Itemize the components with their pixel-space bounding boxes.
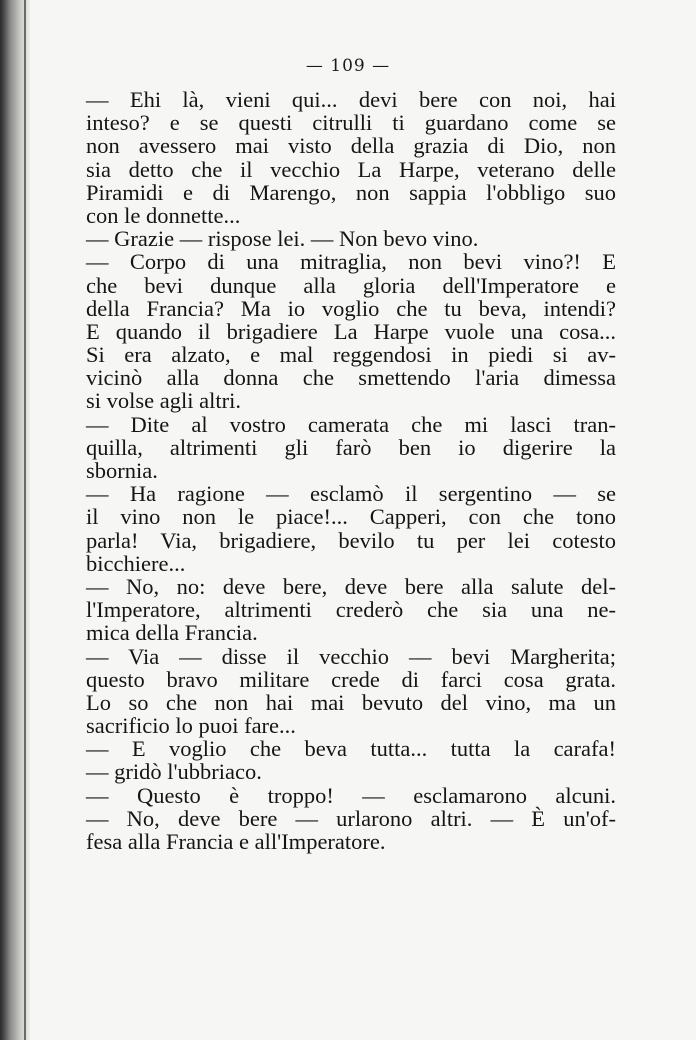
text-line: — No, no: deve bere, deve bere alla salute del- bbox=[86, 573, 616, 599]
text-line: che bevi dunque alla gloria dell'Imperatore e bbox=[86, 272, 616, 298]
text-line: — Via — disse il vecchio — bevi Margherita; bbox=[86, 643, 616, 669]
text-line: — Ehi là, vieni qui... devi bere con noi, hai bbox=[86, 87, 616, 112]
text-line: — Corpo di una mitraglia, non bevi vino?! E bbox=[86, 249, 616, 275]
text-line: bicchiere... bbox=[86, 550, 186, 576]
text-line: questo bravo militare crede di farci cosa grata. bbox=[86, 666, 616, 692]
text-line: — E voglio che beva tutta... tutta la carafa! bbox=[86, 736, 616, 762]
text-line: — Ha ragione — esclamò il sergentino — se bbox=[86, 481, 616, 507]
text-line: vicinò alla donna che smettendo l'aria dimessa bbox=[86, 365, 616, 391]
text-line: Piramidi e di Marengo, non sappia l'obbligo suo bbox=[86, 179, 616, 205]
text-line: con le donnette... bbox=[86, 202, 241, 228]
text-line: — No, deve bere — urlarono altri. — È un'of- bbox=[86, 805, 616, 831]
text-line: — Questo è troppo! — esclamarono alcuni. bbox=[86, 782, 616, 808]
text-line: — Grazie — rispose lei. — Non bevo vino. bbox=[86, 226, 479, 252]
text-line: sbornia. bbox=[86, 458, 158, 483]
text-line: Si era alzato, e mal reggendosi in piedi si av- bbox=[86, 342, 616, 368]
text-line: sia detto che il vecchio La Harpe, veterano delle bbox=[86, 156, 616, 182]
text-line: l'Imperatore, altrimenti crederò che sia una ne- bbox=[86, 597, 616, 623]
body-text bbox=[86, 88, 616, 853]
text-line: — Dite al vostro camerata che mi lasci tran- bbox=[86, 411, 616, 437]
text-line: si volse agli altri. bbox=[86, 388, 241, 414]
text-line: quilla, altrimenti gli farò ben io digerire la bbox=[86, 434, 616, 460]
text-line: Lo so che non hai mai bevuto del vino, ma un bbox=[86, 689, 616, 715]
page-number: — 109 — bbox=[305, 56, 391, 76]
text-line: parla! Via, brigadiere, bevilo tu per lei cotesto bbox=[86, 527, 616, 553]
text-line: mica della Francia. bbox=[86, 620, 258, 646]
text-line: E quando il brigadiere La Harpe vuole una cosa... bbox=[86, 318, 616, 344]
text-line: — gridò l'ubbriaco. bbox=[86, 759, 262, 785]
text-line: il vino non le piace!... Capperi, con che tono bbox=[86, 504, 616, 530]
text-line: della Francia? Ma io voglio che tu beva, intendi? bbox=[86, 295, 616, 321]
text-line: sacrificio lo puoi fare... bbox=[86, 713, 296, 739]
binding-line bbox=[24, 0, 26, 1040]
text-line: inteso? e se questi citrulli ti guardano come se bbox=[86, 110, 616, 136]
text-line: fesa alla Francia e all'Imperatore. bbox=[86, 829, 386, 854]
text-line: non avessero mai visto della grazia di Dio, non bbox=[86, 133, 616, 159]
